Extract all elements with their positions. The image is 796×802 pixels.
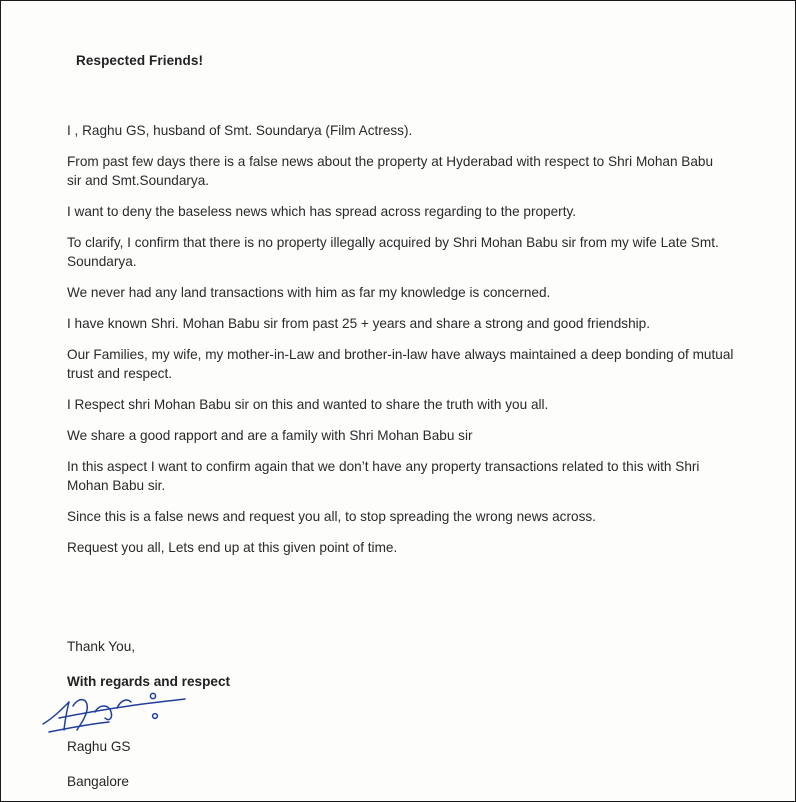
letter-body (67, 121, 757, 569)
thank-you-line: Thank You, (67, 639, 136, 654)
letter-paragraph: To clarify, I confirm that there is no property illegally acquired by Shri Mohan Babu sir from my wife Late Smt. Soundarya. (67, 235, 719, 269)
letter-paragraph: We never had any land transactions with him as far my knowledge is concerned. (67, 285, 551, 300)
handwritten-signature-icon (39, 684, 189, 744)
letter-paragraph: Request you all, Lets end up at this given point of time. (67, 540, 398, 555)
letter-paragraph: Our Families, my wife, my mother-in-Law and brother-in-law have always maintained a deep bonding of mutual trust and respect. (67, 347, 734, 381)
letter-greeting: Respected Friends! (76, 53, 204, 68)
letter-closing (67, 637, 467, 691)
letter-paragraph: We share a good rapport and are a family with Shri Mohan Babu sir (67, 428, 473, 443)
signer-name: Raghu GS (67, 739, 131, 754)
letter-paragraph: In this aspect I want to confirm again that we don’t have any property transactions related to this with Shri Mohan Babu sir. (67, 459, 700, 493)
letter-paragraph: I have known Shri. Mohan Babu sir from past 25 + years and share a strong and good friendship. (67, 316, 650, 331)
letter-paragraph: I Respect shri Mohan Babu sir on this and wanted to share the truth with you all. (67, 397, 549, 412)
letter-paragraph: I , Raghu GS, husband of Smt. Soundarya (Film Actress). (67, 123, 413, 138)
signer-city: Bangalore (67, 774, 129, 789)
letter-paragraph: I want to deny the baseless news which has spread across regarding to the property. (67, 204, 577, 219)
letter-paragraph: Since this is a false news and request you all, to stop spreading the wrong news across. (67, 509, 596, 524)
letter-paragraph: From past few days there is a false news about the property at Hyderabad with respect to Shri Mohan Babu sir and Smt.Soundarya. (67, 154, 714, 188)
regards-line: With regards and respect (67, 674, 231, 689)
